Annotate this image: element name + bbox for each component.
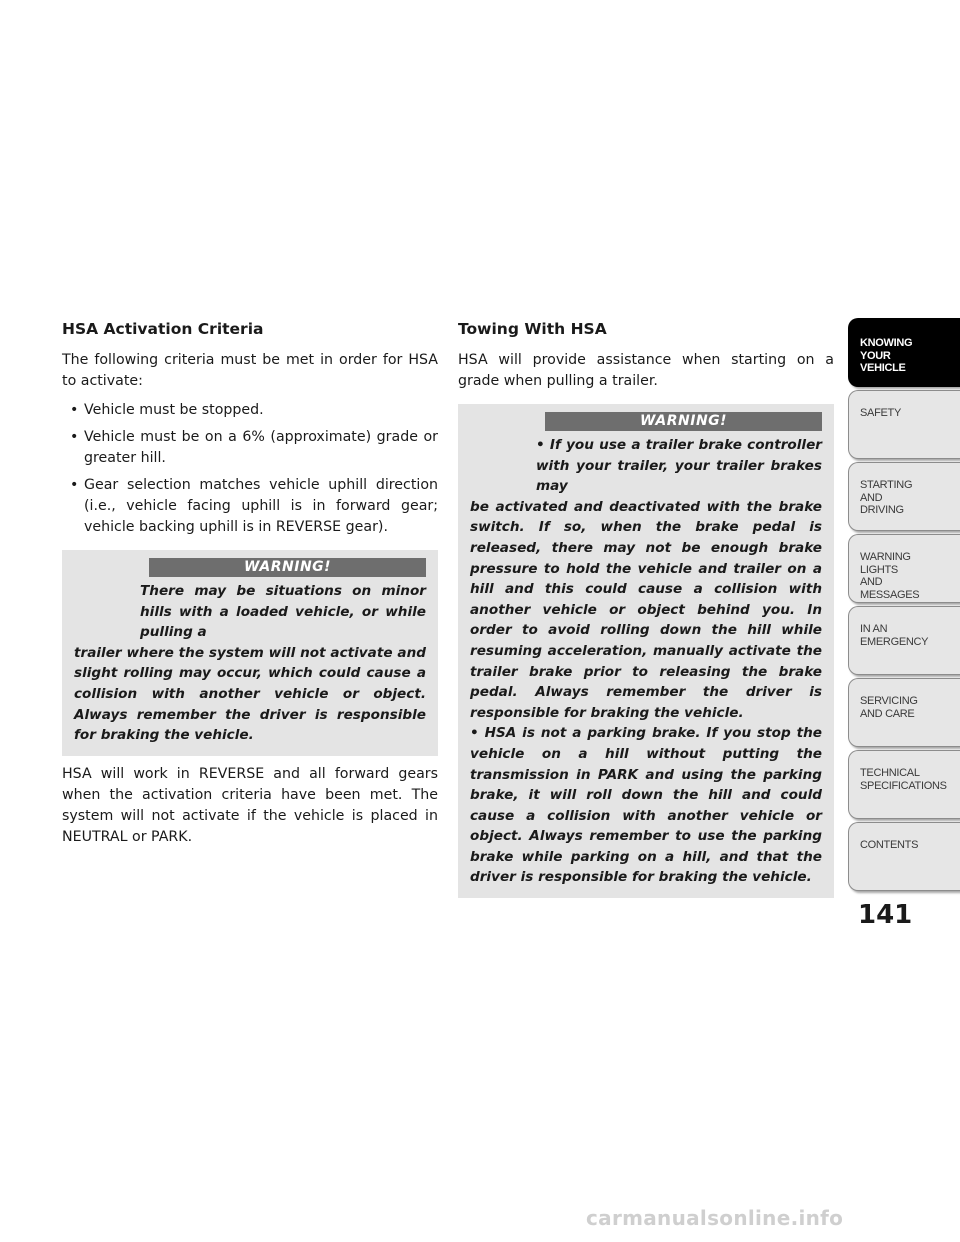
criteria-list <box>62 400 438 538</box>
tab-warning-lights-and-messages[interactable] <box>848 534 960 603</box>
tab-starting-and-driving[interactable] <box>848 462 960 531</box>
warning-rest: be activated and deactivated with the brake switch. If so, when the brake pedal is released, there may not be enough brake pressure to hold the vehicle and trailer on a hill and this could cause a collision with another vehicle or object behind you. In order to avoid rolling down the hill while resuming acceleration, manually activate the trailer brake prior to releasing the brake pedal. Always remember the driver is responsible for braking the vehicle. <box>470 498 822 721</box>
right-column <box>458 318 834 906</box>
list-item: • Vehicle must be stopped. <box>62 400 438 421</box>
section-heading-towing-with-hsa: Towing With HSA <box>458 320 607 338</box>
list-item: • Vehicle must be on a 6% (approximate) grade or greater hill. <box>62 427 438 469</box>
tab-contents[interactable] <box>848 822 960 891</box>
tab-label: TECHNICAL SPECIFICATIONS <box>860 767 947 792</box>
warning-box <box>62 550 438 756</box>
left-column <box>62 318 438 856</box>
tab-label: KNOWING YOUR VEHICLE <box>860 337 913 374</box>
tab-label: SAFETY <box>860 407 901 419</box>
tab-servicing-and-care[interactable] <box>848 678 960 747</box>
warning-second-bullet: • HSA is not a parking brake. If you stop the vehicle on a hill without putting the transmission in PARK and using the parking brake, it will roll down the hill and could cause a collision with another vehicle or object. Always remember to use the parking brake while parking on a hill, and that the driver is responsible for braking the vehicle. <box>470 725 822 886</box>
list-item: • Gear selection matches vehicle uphill direction (i.e., vehicle facing uphill is in forward gear; vehicle backing uphill is in REVERSE gear). <box>62 475 438 538</box>
warning-title: WARNING! <box>545 412 822 431</box>
intro-paragraph: HSA will provide assistance when starting on a grade when pulling a trailer. <box>458 352 834 389</box>
section-heading-hsa-activation: HSA Activation Criteria <box>62 320 264 338</box>
tab-safety[interactable] <box>848 390 960 459</box>
warning-first-lines: There may be situations on minor hills with a loaded vehicle, or while pulling a <box>140 583 426 641</box>
tab-label: SERVICING AND CARE <box>860 695 918 720</box>
after-paragraph: HSA will work in REVERSE and all forward gears when the activation criteria have been met. The system will not activate if the vehicle is placed in NEUTRAL or PARK. <box>62 765 438 845</box>
tab-label: WARNING LIGHTS AND MESSAGES <box>860 551 920 601</box>
warning-first-lines: • If you use a trailer brake controller with your trailer, your trailer brakes may <box>536 437 822 495</box>
tab-technical-specifications[interactable] <box>848 750 960 819</box>
tab-label: CONTENTS <box>860 839 919 851</box>
warning-rest: trailer where the system will not activate and slight rolling may occur, which could cause a collision with another vehicle or object. Always remember the driver is responsible for braking the vehicle. <box>74 644 426 744</box>
warning-text <box>470 435 822 888</box>
warning-text <box>74 581 426 746</box>
warning-title: WARNING! <box>149 558 426 577</box>
warning-box <box>458 404 834 898</box>
chapter-tabs <box>848 318 960 894</box>
tab-label: STARTING AND DRIVING <box>860 479 913 516</box>
tab-knowing-your-vehicle[interactable] <box>848 318 960 387</box>
intro-paragraph: The following criteria must be met in order for HSA to activate: <box>62 352 438 389</box>
tab-label: IN AN EMERGENCY <box>860 623 929 648</box>
tab-in-an-emergency[interactable] <box>848 606 960 675</box>
page-number: 141 <box>858 900 913 930</box>
watermark: carmanualsonline.info <box>586 1206 844 1230</box>
